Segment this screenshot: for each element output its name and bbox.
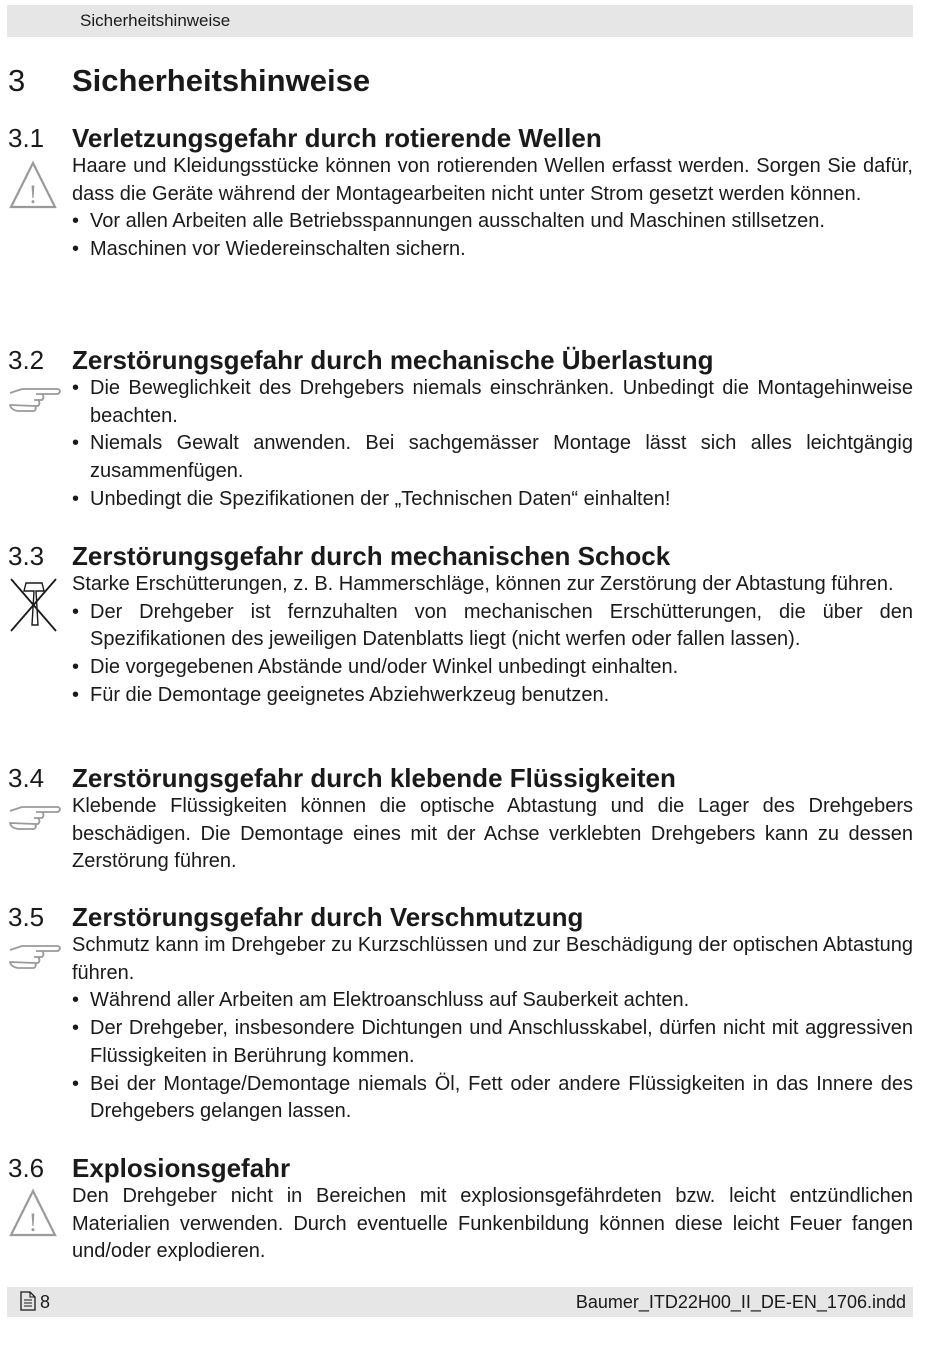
section-title: Zerstörungsgefahr durch mechanischen Schock [72,541,671,571]
section-number: 3.4 [8,763,45,793]
section-body [72,571,913,710]
list-item: • Die Beweglichkeit des Drehgebers niemals einschränken. Unbedingt die Montagehinweise beachten. [72,375,913,430]
section-3-4 [8,763,913,876]
section-3-1 [8,123,913,264]
section-heading [8,541,913,571]
bullet-list [72,208,913,263]
section-body [72,932,913,1126]
chapter-title: Sicherheitshinweise [72,63,371,98]
list-item: • Niemals Gewalt anwenden. Bei sachgemässer Montage lässt sich alles leichtgängig zusammenfügen. [72,430,913,485]
warning-icon [8,1187,58,1239]
section-paragraph: Haare und Kleidungsstücke können von rotierenden Wellen erfasst werden. Sorgen Sie dafür, dass die Geräte während der Montagearbeiten nicht unter Strom gesetzt werden können. [72,155,913,205]
section-number: 3.2 [8,345,45,375]
section-number: 3.6 [8,1153,45,1183]
list-item: • Unbedingt die Spezifikationen der „Technischen Daten“ einhalten! [72,486,913,514]
svg-text:!: ! [28,1208,38,1237]
list-item: • Vor allen Arbeiten alle Betriebsspannungen ausschalten und Maschinen stillsetzen. [72,208,913,236]
section-body [72,1183,913,1266]
page-number: 8 [40,1292,51,1312]
section-3-6 [8,1153,913,1266]
section-heading [8,902,913,932]
list-item: • Bei der Montage/Demontage niemals Öl, Fett oder andere Flüssigkeiten in das Innere des Drehgebers gelangen lassen. [72,1071,913,1126]
section-title: Explosionsgefahr [72,1153,291,1183]
list-item: • Maschinen vor Wiedereinschalten sichern. [72,236,913,264]
chapter-heading [8,63,370,99]
section-title: Zerstörungsgefahr durch klebende Flüssigkeiten [72,763,676,793]
section-number: 3.5 [8,902,45,932]
list-item: • Während aller Arbeiten am Elektroanschluss auf Sauberkeit achten. [72,987,913,1015]
section-3-2 [8,345,913,514]
list-item: • Der Drehgeber ist fernzuhalten von mechanischen Erschütterungen, die über den Spezifikationen des jeweiligen Datenblatts liegt (nicht werfen oder fallen lassen). [72,599,913,654]
section-heading [8,123,913,153]
section-paragraph: Starke Erschütterungen, z. B. Hammerschläge, können zur Zerstörung der Abtastung führen. [72,573,894,595]
section-paragraph: Klebende Flüssigkeiten können die optische Abtastung und die Lager des Drehgebers beschädigen. Die Demontage eines mit der Achse verklebten Drehgebers kann zu dessen Zerstörung führen. [72,795,913,873]
pointing-hand-icon [8,940,64,970]
section-number: 3.3 [8,541,45,571]
document-icon [20,1291,36,1311]
section-paragraph: Schmutz kann im Drehgeber zu Kurzschlüssen und zur Beschädigung der optischen Abtastung führen. [72,934,913,984]
list-item: • Für die Demontage geeignetes Abziehwerkzeug benutzen. [72,682,913,710]
section-body [72,375,913,514]
section-3-3 [8,541,913,710]
section-title: Verletzungsgefahr durch rotierende Wellen [72,123,602,153]
bullet-list [72,599,913,710]
list-item: • Der Drehgeber, insbesondere Dichtungen und Anschlusskabel, dürfen nicht mit aggressiven Flüssigkeiten in Berührung kommen. [72,1015,913,1070]
warning-icon [8,159,58,211]
svg-text:!: ! [28,180,38,209]
pointing-hand-icon [8,383,64,413]
source-filename: Baumer_ITD22H00_II_DE-EN_1706.indd [575,1292,906,1312]
section-3-5 [8,902,913,1126]
section-title: Zerstörungsgefahr durch Verschmutzung [72,902,584,932]
section-number: 3.1 [8,123,45,153]
pointing-hand-icon [8,801,64,831]
running-header-title: Sicherheitshinweise [80,11,231,30]
no-hammer-icon [8,575,60,635]
section-body [72,153,913,264]
list-item: • Die vorgegebenen Abstände und/oder Winkel unbedingt einhalten. [72,654,913,682]
section-paragraph: Den Drehgeber nicht in Bereichen mit explosionsgefährdeten bzw. leicht entzündlichen Materialien verwenden. Durch eventuelle Funkenbildung können diese leicht Feuer fangen und/oder explodieren. [72,1185,913,1263]
section-body [72,793,913,876]
section-title: Zerstörungsgefahr durch mechanische Überlastung [72,345,714,375]
section-heading [8,763,913,793]
chapter-number: 3 [8,63,26,98]
section-heading [8,1153,913,1183]
bullet-list [72,987,913,1126]
section-heading [8,345,913,375]
bullet-list [72,375,913,514]
